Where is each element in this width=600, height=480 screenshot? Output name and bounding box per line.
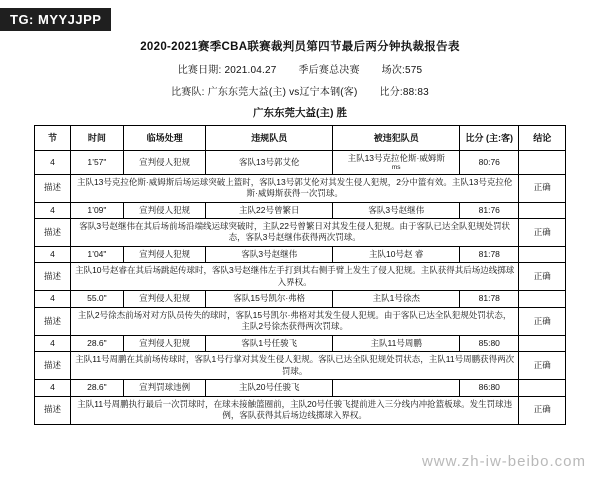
site-watermark: www.zh-iw-beibo.com <box>421 453 586 470</box>
cell-offender: 主队22号曾繁日 <box>206 202 333 218</box>
cell-desc-text: 主队11号周鹏在其前场传球时，客队1号行掌对其发生侵人犯规。客队已达全队犯规处罚状态，主队11号周鹏获得两次罚球。 <box>70 352 518 380</box>
match-date: 比赛日期: 2021.04.27 <box>177 65 277 76</box>
cell-section: 4 <box>35 202 71 218</box>
cell-time: 1’09" <box>70 202 123 218</box>
cell-score: 81:78 <box>460 246 519 262</box>
table-header-row <box>35 126 566 151</box>
table-row <box>35 291 566 307</box>
cell-conclusion <box>519 151 566 175</box>
cell-score: 80:76 <box>460 151 519 175</box>
cell-conclusion: 正确 <box>519 263 566 291</box>
cell-action: 宣判侵人犯规 <box>123 291 206 307</box>
table-row <box>35 219 566 247</box>
cell-offender: 客队15号凯尔·弗格 <box>206 291 333 307</box>
table-row <box>35 396 566 424</box>
cell-score: 85:80 <box>460 335 519 351</box>
cell-score: 81:78 <box>460 291 519 307</box>
cell-desc-label: 描述 <box>35 307 71 335</box>
cell-victim: 主队10号赵 睿 <box>333 246 460 262</box>
col-victim: 被违犯队员 <box>333 126 460 151</box>
cell-action: 宣判侵人犯规 <box>123 151 206 175</box>
cell-section: 4 <box>35 380 71 396</box>
cell-victim-note: ms <box>391 164 401 172</box>
cell-victim: 客队3号赵继伟 <box>333 202 460 218</box>
cell-section: 4 <box>35 335 71 351</box>
cell-desc-text: 客队3号赵继伟在其后场前场沿端线运球突破时，主队22号曾繁日对其发生侵人犯规。由于客队已达全队犯规处罚状态，客队3号赵继伟获得两次罚球。 <box>70 219 518 247</box>
cell-desc-text: 主队11号周鹏执行最后一次罚球时，在球未接触篮圈前，主队20号任骏飞提前进入三分线内冲抢篮板球。发生罚球违例，客队获得其后场边线掷球入界权。 <box>70 396 518 424</box>
match-stage: 季后赛总决赛 <box>298 65 360 76</box>
cell-desc-label: 描述 <box>35 174 71 202</box>
table-row <box>35 174 566 202</box>
cell-conclusion: 正确 <box>519 352 566 380</box>
match-result: 广东东莞大益(主) 胜 <box>253 107 347 119</box>
meta-line-2 <box>0 83 600 98</box>
cell-time: 1’57" <box>70 151 123 175</box>
match-teams: 比赛队: 广东东莞大益(主) vs辽宁本钢(客) <box>171 87 358 98</box>
table-row <box>35 307 566 335</box>
cell-offender: 客队13号郭艾伦 <box>206 151 333 175</box>
match-number: 场次:575 <box>381 65 423 76</box>
cell-desc-text: 主队13号克拉伦斯·威姆斯后场运球突破上篮时，客队13号郭艾伦对其发生侵人犯规，2分中篮有效。主队13号克拉伦斯·威姆斯获得一次罚球。 <box>70 174 518 202</box>
table-row <box>35 380 566 396</box>
cell-conclusion <box>519 291 566 307</box>
cell-conclusion <box>519 202 566 218</box>
cell-victim: 主队11号周鹏 <box>333 335 460 351</box>
cell-victim-name: 主队13号克拉伦斯·威姆斯 <box>347 153 445 163</box>
cell-desc-label: 描述 <box>35 219 71 247</box>
cell-conclusion <box>519 380 566 396</box>
cell-section: 4 <box>35 151 71 175</box>
col-conclusion: 结论 <box>519 126 566 151</box>
table-row <box>35 352 566 380</box>
table-row <box>35 202 566 218</box>
cell-time: 28.6" <box>70 380 123 396</box>
col-score-main: 比分 (主:客) <box>465 132 514 143</box>
table-row <box>35 151 566 175</box>
table-row <box>35 246 566 262</box>
report-document <box>0 30 600 460</box>
cell-conclusion <box>519 335 566 351</box>
page-title: 2020-2021赛季CBA联赛裁判员第四节最后两分钟执裁报告表 <box>140 41 460 53</box>
cell-desc-label: 描述 <box>35 263 71 291</box>
cell-conclusion: 正确 <box>519 174 566 202</box>
cell-desc-label: 描述 <box>35 352 71 380</box>
cell-desc-text: 主队2号徐杰前场对对方队员传失的球时，客队15号凯尔·弗格对其发生侵人犯规。由于客队已达全队犯规处罚状态，主队2号徐杰获得两次罚球。 <box>70 307 518 335</box>
cell-victim <box>333 151 460 175</box>
col-offender: 违规队员 <box>206 126 333 151</box>
cell-score: 86:80 <box>460 380 519 396</box>
cell-time: 1’04" <box>70 246 123 262</box>
cell-action: 宣判侵人犯规 <box>123 246 206 262</box>
meta-line-1 <box>0 61 600 76</box>
cell-conclusion <box>519 246 566 262</box>
cell-section: 4 <box>35 291 71 307</box>
telegram-badge: TG: MYYJJPP <box>0 8 111 31</box>
table-row <box>35 263 566 291</box>
cell-victim: 主队1号徐杰 <box>333 291 460 307</box>
cell-conclusion: 正确 <box>519 307 566 335</box>
cell-time: 55.0" <box>70 291 123 307</box>
cell-victim <box>333 380 460 396</box>
cell-action: 宣判侵人犯规 <box>123 335 206 351</box>
col-time: 时间 <box>70 126 123 151</box>
cell-desc-label: 描述 <box>35 396 71 424</box>
cell-conclusion: 正确 <box>519 396 566 424</box>
cell-section: 4 <box>35 246 71 262</box>
cell-offender: 客队1号任骏飞 <box>206 335 333 351</box>
col-score <box>460 126 519 151</box>
cell-offender: 客队3号赵继伟 <box>206 246 333 262</box>
cell-action: 宣判侵人犯规 <box>123 202 206 218</box>
cell-score: 81:76 <box>460 202 519 218</box>
col-section: 节 <box>35 126 71 151</box>
cell-time: 28.6" <box>70 335 123 351</box>
match-score: 比分:88:83 <box>379 87 429 98</box>
table-row <box>35 335 566 351</box>
col-action: 临场处理 <box>123 126 206 151</box>
cell-desc-text: 主队10号赵睿在其后场跳起传球时，客队3号赵继伟左手打到其右侧手臂上发生了侵人犯规。主队获得其后场边线掷球入界权。 <box>70 263 518 291</box>
report-table <box>34 125 566 425</box>
cell-offender: 主队20号任骏飞 <box>206 380 333 396</box>
cell-action: 宣判罚球违例 <box>123 380 206 396</box>
cell-conclusion: 正确 <box>519 219 566 247</box>
